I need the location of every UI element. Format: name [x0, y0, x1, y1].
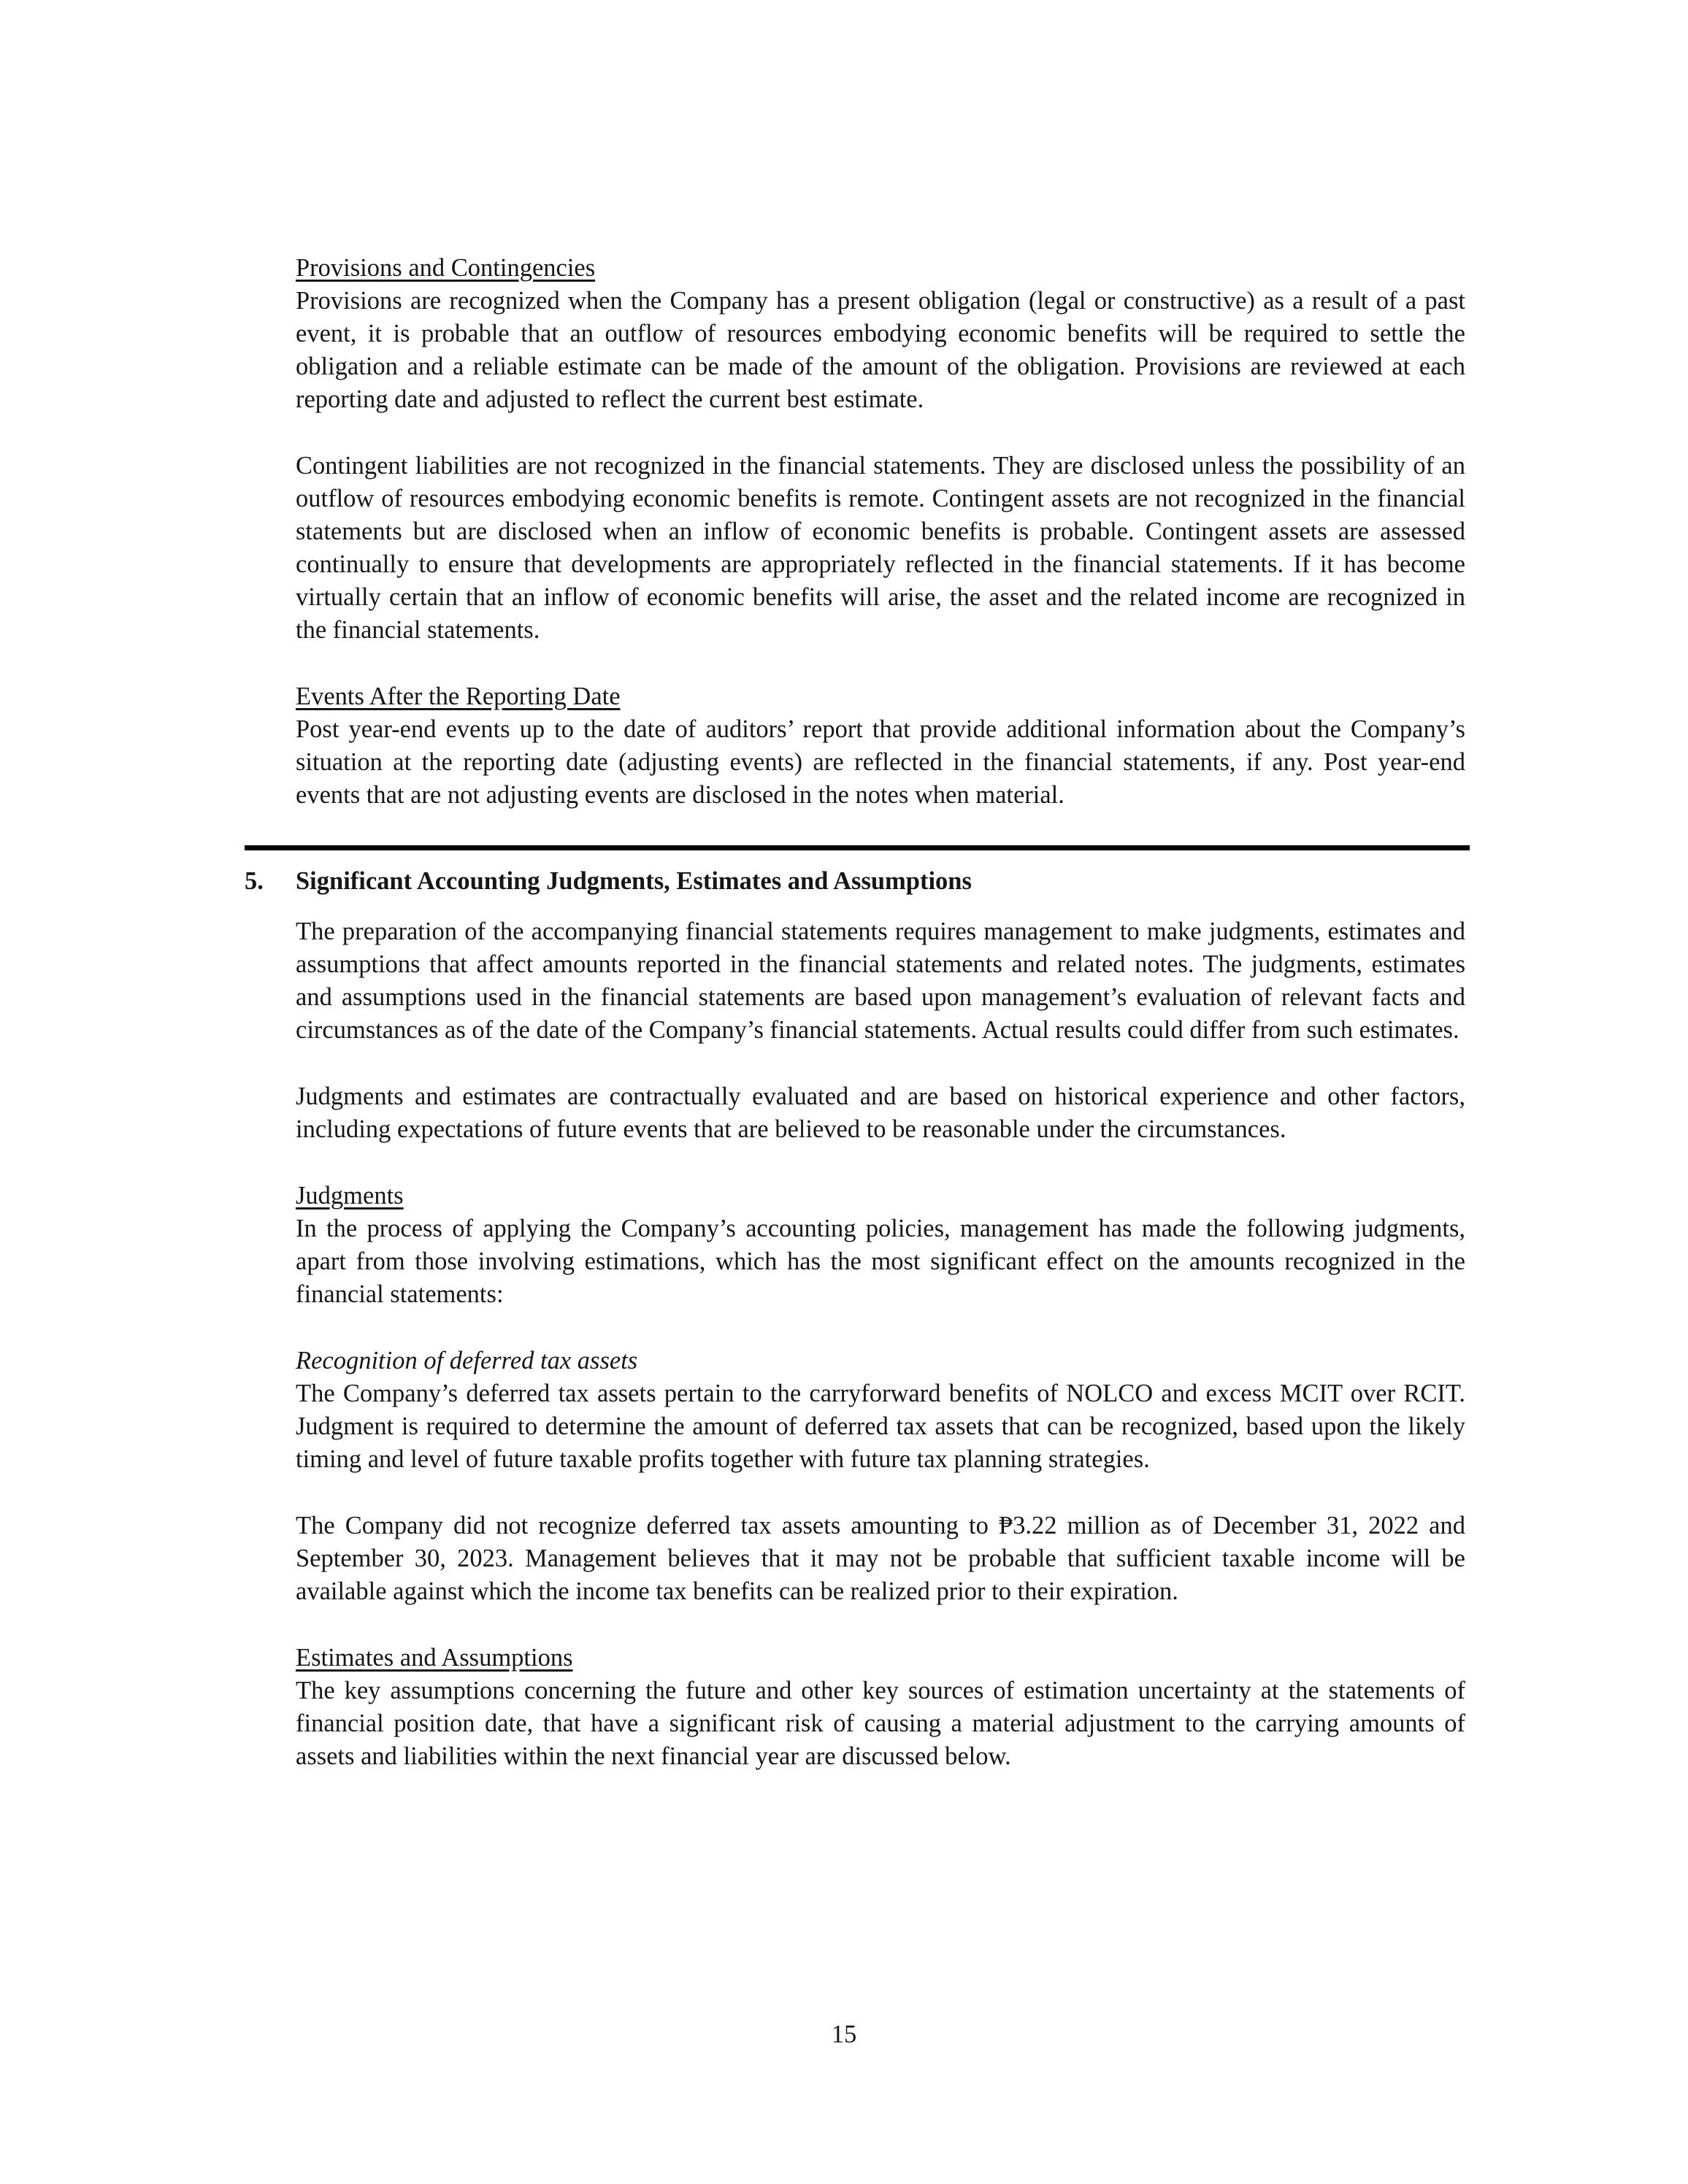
deferred-tax-paragraph-1: The Company’s deferred tax assets pertain to the carryforward benefits of NOLCO and excess MCIT over RCIT. Judgment is required to determine the amount of deferred tax assets that can be recognized, based upon the likely timing and level of future taxable profits together with future tax planning strategies.: [296, 1380, 1465, 1473]
section-5-title: Significant Accounting Judgments, Estimates and Assumptions: [296, 867, 972, 895]
provisions-paragraph-2: Contingent liabilities are not recognized in the financial statements. They are disclosed unless the possibility of an outflow of resources embodying economic benefits is remote. Contingent assets are not recognized in the financial statements but are disclosed when an inflow of economic benefits is probable. Contingent assets are assessed continually to ensure that developments are appropriately reflected in the financial statements. If it has become virtually certain that an inflow of economic benefits will arise, the asset and the related income are recognized in the financial statements.: [296, 452, 1465, 644]
section-divider-rule: [245, 845, 1470, 850]
provisions-heading: Provisions and Contingencies: [296, 254, 596, 282]
events-after-reporting-date-paragraph: Post year-end events up to the date of auditors’ report that provide additional information about the Company’s situation at the reporting date (adjusting events) are reflected in the financial statements, if any. Post year-end events that are not adjusting events are disclosed in the notes when material.: [296, 715, 1465, 809]
section-5-number: 5.: [245, 867, 264, 895]
page-number: 15: [831, 2020, 857, 2048]
section-5-intro-paragraph-2: Judgments and estimates are contractually evaluated and are based on historical experience and other factors, including expectations of future events that are believed to be reasonable under the circumstances.: [296, 1083, 1465, 1143]
section-5-heading: [245, 865, 1465, 898]
deferred-tax-paragraph-2: The Company did not recognize deferred tax assets amounting to ₱3.22 million as of December 31, 2022 and September 30, 2023. Management believes that it may not be probable that sufficient taxable income will be available against which the income tax benefits can be realized prior to their expiration.: [296, 1512, 1465, 1605]
judgments-paragraph: In the process of applying the Company’s accounting policies, management has made the following judgments, apart from those involving estimations, which has the most significant effect on the amounts recognized in the financial statements:: [296, 1215, 1465, 1308]
deferred-tax-heading: Recognition of deferred tax assets: [296, 1347, 638, 1374]
estimates-and-assumptions-heading: Estimates and Assumptions: [296, 1644, 573, 1672]
estimates-and-assumptions-paragraph: The key assumptions concerning the future and other key sources of estimation uncertainty at the statements of financial position date, that have a significant risk of causing a material adjustment to the carrying amounts of assets and liabilities within the next financial year are discussed below.: [296, 1677, 1465, 1770]
events-after-reporting-date-heading: Events After the Reporting Date: [296, 682, 621, 710]
section-5-intro-paragraph-1: The preparation of the accompanying financial statements requires management to make judgments, estimates and assumptions that affect amounts reported in the financial statements and related notes. The judgments, estimates and assumptions used in the financial statements are based upon management’s evaluation of relevant facts and circumstances as of the date of the Company’s financial statements. Actual results could differ from such estimates.: [296, 918, 1465, 1044]
judgments-heading: Judgments: [296, 1182, 404, 1210]
provisions-paragraph-1: Provisions are recognized when the Company has a present obligation (legal or constructive) as a result of a past event, it is probable that an outflow of resources embodying economic benefits will be required to settle the obligation and a reliable estimate can be made of the amount of the obligation. Provisions are reviewed at each reporting date and adjusted to reflect the current best estimate.: [296, 287, 1465, 413]
